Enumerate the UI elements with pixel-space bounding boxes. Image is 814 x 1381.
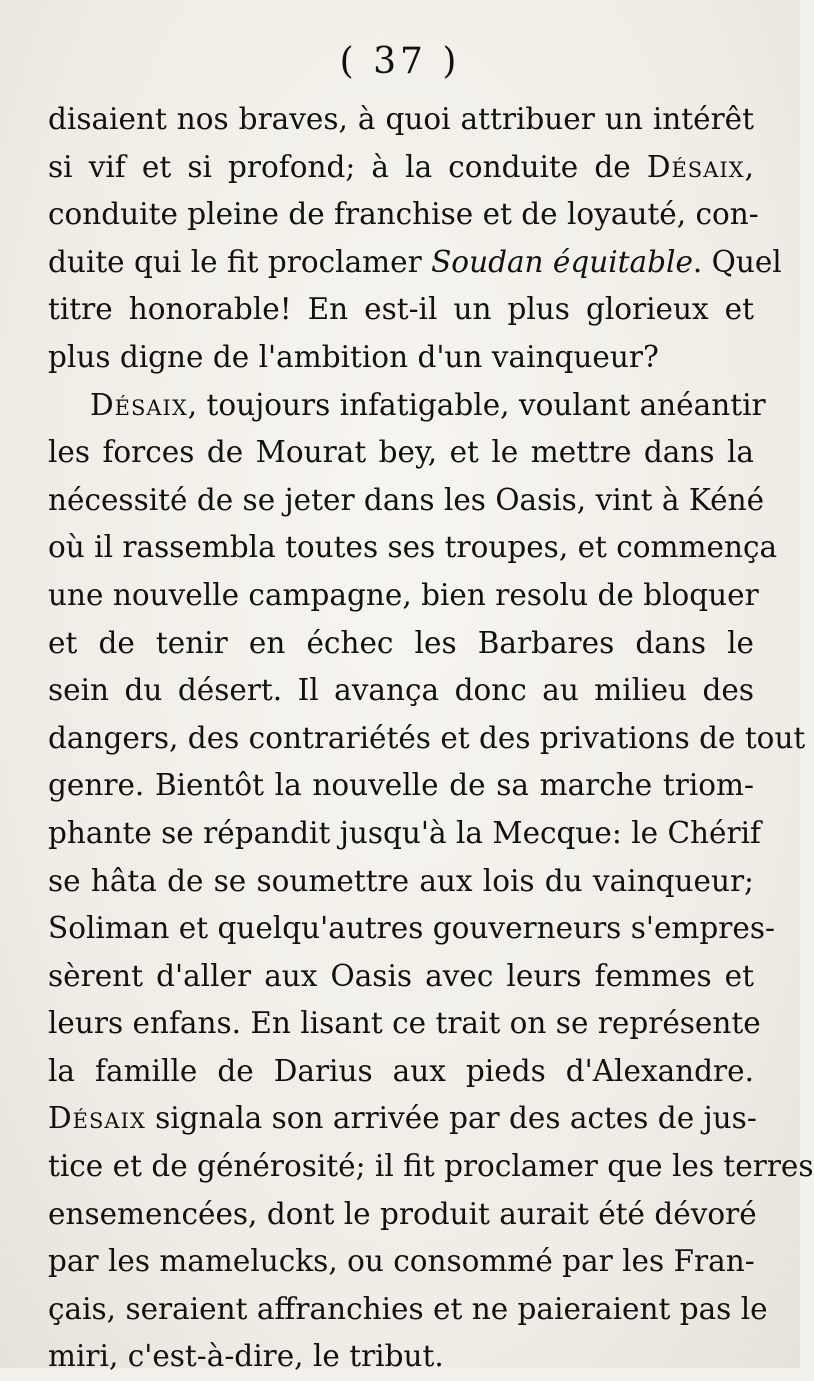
text-line-26: çais, seraient affranchies et ne paieraient pas le <box>48 1291 768 1326</box>
text-line-4: duite qui le fit proclamer Soudan équitable. Quel <box>48 244 782 279</box>
text-line-12: et de tenir en échec les Barbares dans le <box>48 625 754 660</box>
page-number: ( 37 ) <box>339 41 461 82</box>
text-line-27: miri, c'est-à-dire, le tribut. <box>48 1339 444 1374</box>
text-line-13: sein du désert. Il avança donc au milieu des <box>48 673 754 708</box>
name-desaix: Désaix <box>90 387 188 422</box>
text-line-24: ensemencées, dont le produit aurait été dévoré <box>48 1196 757 1231</box>
text-line-14: dangers, des contrariétés et des privations de tout <box>48 720 806 755</box>
text-line-11: une nouvelle campagne, bien resolu de bloquer <box>48 577 759 612</box>
text-line-7: Désaix, toujours infatigable, voulant anéantir <box>90 387 766 422</box>
text-line-25: par les mamelucks, ou consommé par les Fran- <box>48 1244 755 1279</box>
text-line-17: se hâta de se soumettre aux lois du vainqueur; <box>48 863 754 898</box>
text-line-22: Désaix signala son arrivée par des actes de jus- <box>48 1101 757 1136</box>
text-line-1: disaient nos braves, à quoi attribuer un intérêt <box>48 102 754 136</box>
text-line-3: conduite pleine de franchise et de loyauté, con- <box>48 197 759 232</box>
text-line-9: nécessité de se jeter dans les Oasis, vint à Kéné <box>48 482 765 517</box>
text-line-19: sèrent d'aller aux Oasis avec leurs femmes et <box>48 958 754 993</box>
text-line-21: la famille de Darius aux pieds d'Alexandre. <box>48 1053 754 1088</box>
text-line-15: genre. Bientôt la nouvelle de sa marche triom- <box>48 768 754 803</box>
text-line-2: si vif et si profond; à la conduite de Désaix, <box>48 149 754 184</box>
text-line-23: tice et de générosité; il fit proclamer que les terres <box>48 1149 814 1184</box>
name-desaix: Désaix <box>48 1101 146 1136</box>
name-desaix: Désaix <box>646 149 745 184</box>
text-line-6: plus digne de l'ambition d'un vainqueur? <box>48 339 659 374</box>
text-line-10: où il rassembla toutes ses troupes, et commença <box>48 530 778 565</box>
body-text <box>48 96 814 1381</box>
title-soudan-equitable: Soudan équitable <box>431 244 693 279</box>
text-line-8: les forces de Mourat bey, et le mettre dans la <box>48 435 754 470</box>
text-line-18: Soliman et quelqu'autres gouverneurs s'empres- <box>48 911 775 946</box>
text-line-16: phante se répandit jusqu'à la Mecque: le Chérif <box>48 815 761 850</box>
text-line-20: leurs enfans. En lisant ce trait on se représente <box>48 1006 761 1041</box>
text-line-5: titre honorable! En est-il un plus glorieux et <box>48 292 754 327</box>
